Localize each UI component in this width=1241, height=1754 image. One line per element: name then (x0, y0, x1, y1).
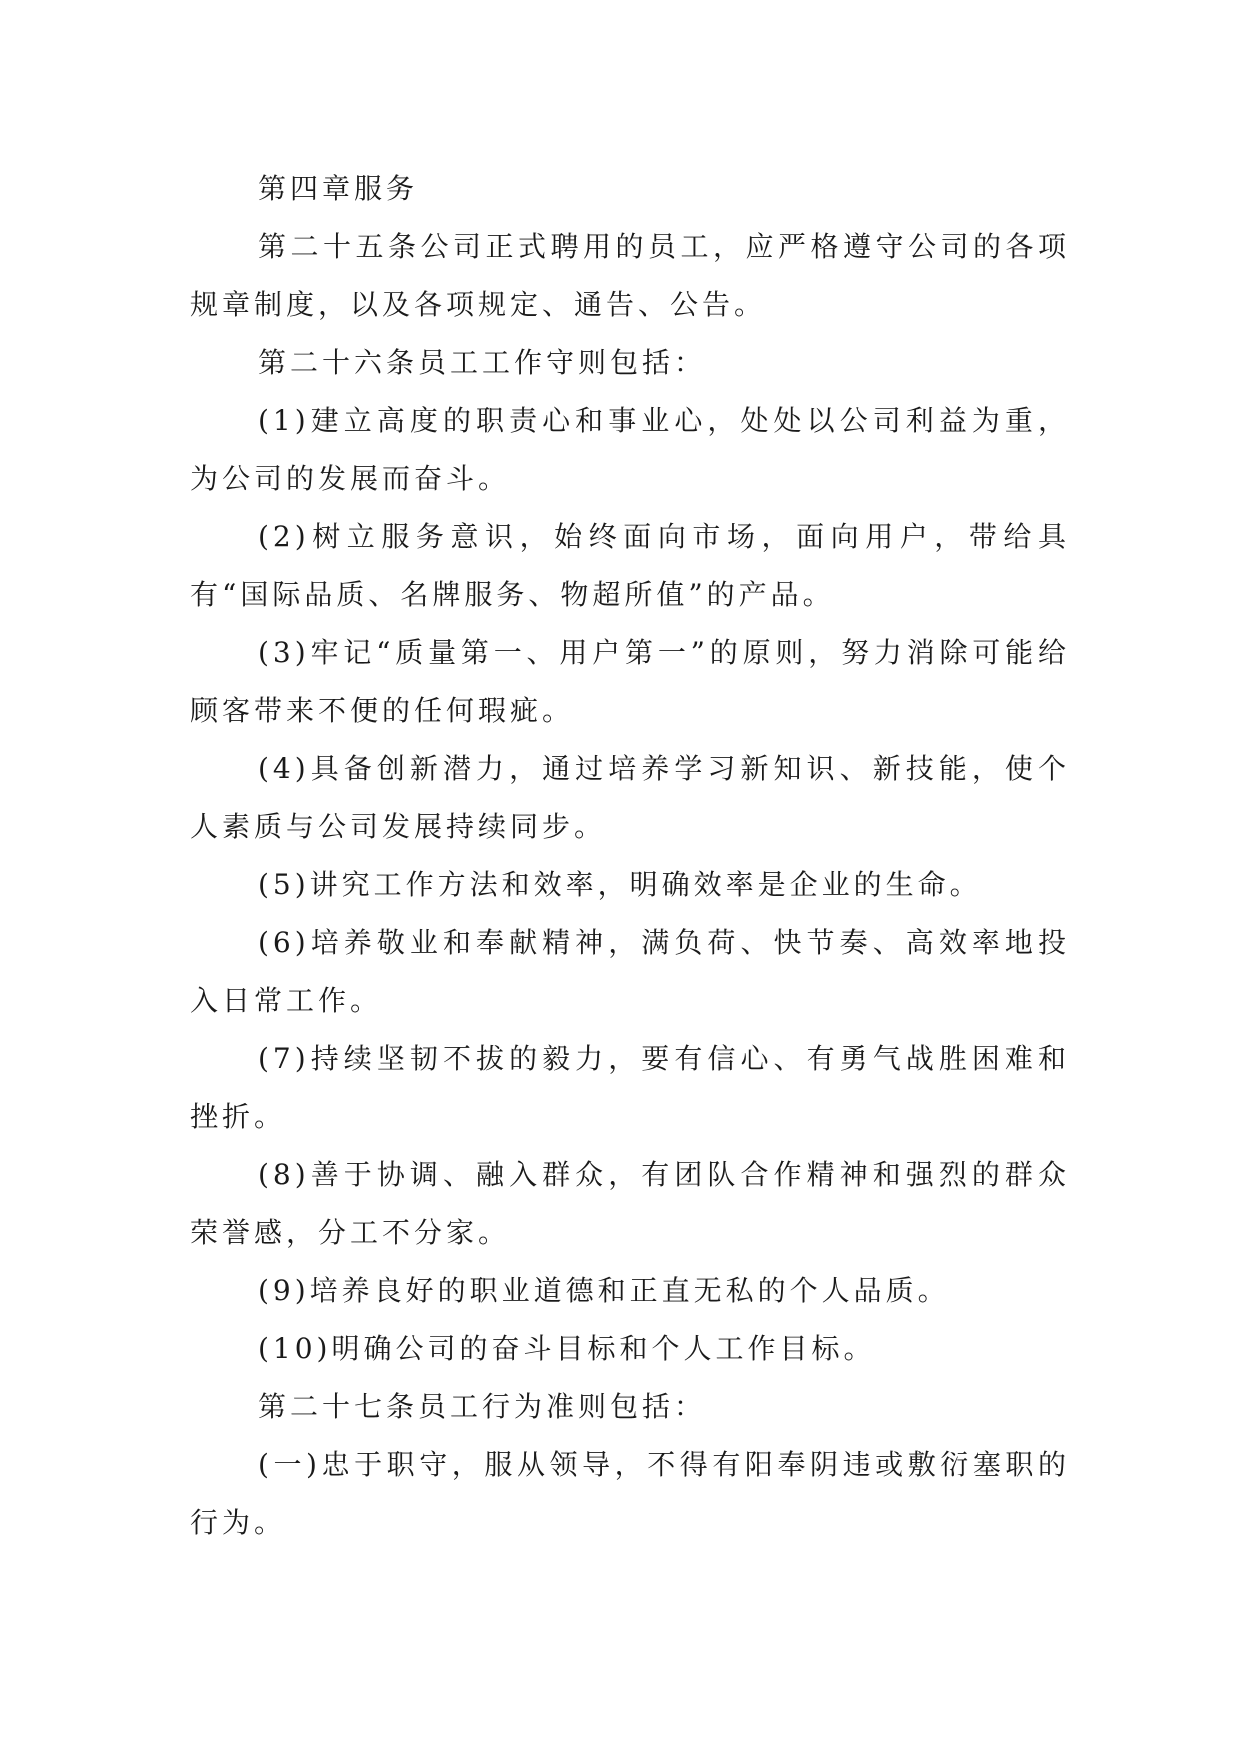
rule-item-8: (8)善于协调、融入群众，有团队合作精神和强烈的群众荣誉感，分工不分家。 (190, 1158, 1070, 1249)
article-26-heading: 第二十六条员工工作守则包括： (258, 346, 707, 379)
chapter-heading: 第四章服务 (258, 172, 419, 205)
rule-item-6: (6)培养敬业和奉献精神，满负荷、快节奏、高效率地投入日常工作。 (190, 926, 1070, 1017)
article-27-heading: 第二十七条员工行为准则包括： (258, 1390, 707, 1423)
rule-item-1: (1)建立高度的职责心和事业心，处处以公司利益为重，为公司的发展而奋斗。 (190, 404, 1070, 495)
rule-item-2: (2)树立服务意识，始终面向市场，面向用户，带给具有“国际品质、名牌服务、物超所值”的产品。 (190, 520, 1070, 611)
article-25: 第二十五条公司正式聘用的员工，应严格遵守公司的各项规章制度，以及各项规定、通告、公告。 (190, 230, 1070, 321)
document-body (190, 160, 1070, 1552)
rule-item-10: (10)明确公司的奋斗目标和个人工作目标。 (258, 1332, 876, 1365)
rule-item-4: (4)具备创新潜力，通过培养学习新知识、新技能，使个人素质与公司发展持续同步。 (190, 752, 1070, 843)
conduct-item-1: (一)忠于职守，服从领导，不得有阳奉阴违或敷衍塞职的行为。 (190, 1448, 1070, 1539)
rule-item-7: (7)持续坚韧不拔的毅力，要有信心、有勇气战胜困难和挫折。 (190, 1042, 1070, 1133)
rule-item-5: (5)讲究工作方法和效率，明确效率是企业的生命。 (258, 868, 982, 901)
rule-item-3: (3)牢记“质量第一、用户第一”的原则，努力消除可能给顾客带来不便的任何瑕疵。 (190, 636, 1070, 727)
rule-item-9: (9)培养良好的职业道德和正直无私的个人品质。 (258, 1274, 950, 1307)
